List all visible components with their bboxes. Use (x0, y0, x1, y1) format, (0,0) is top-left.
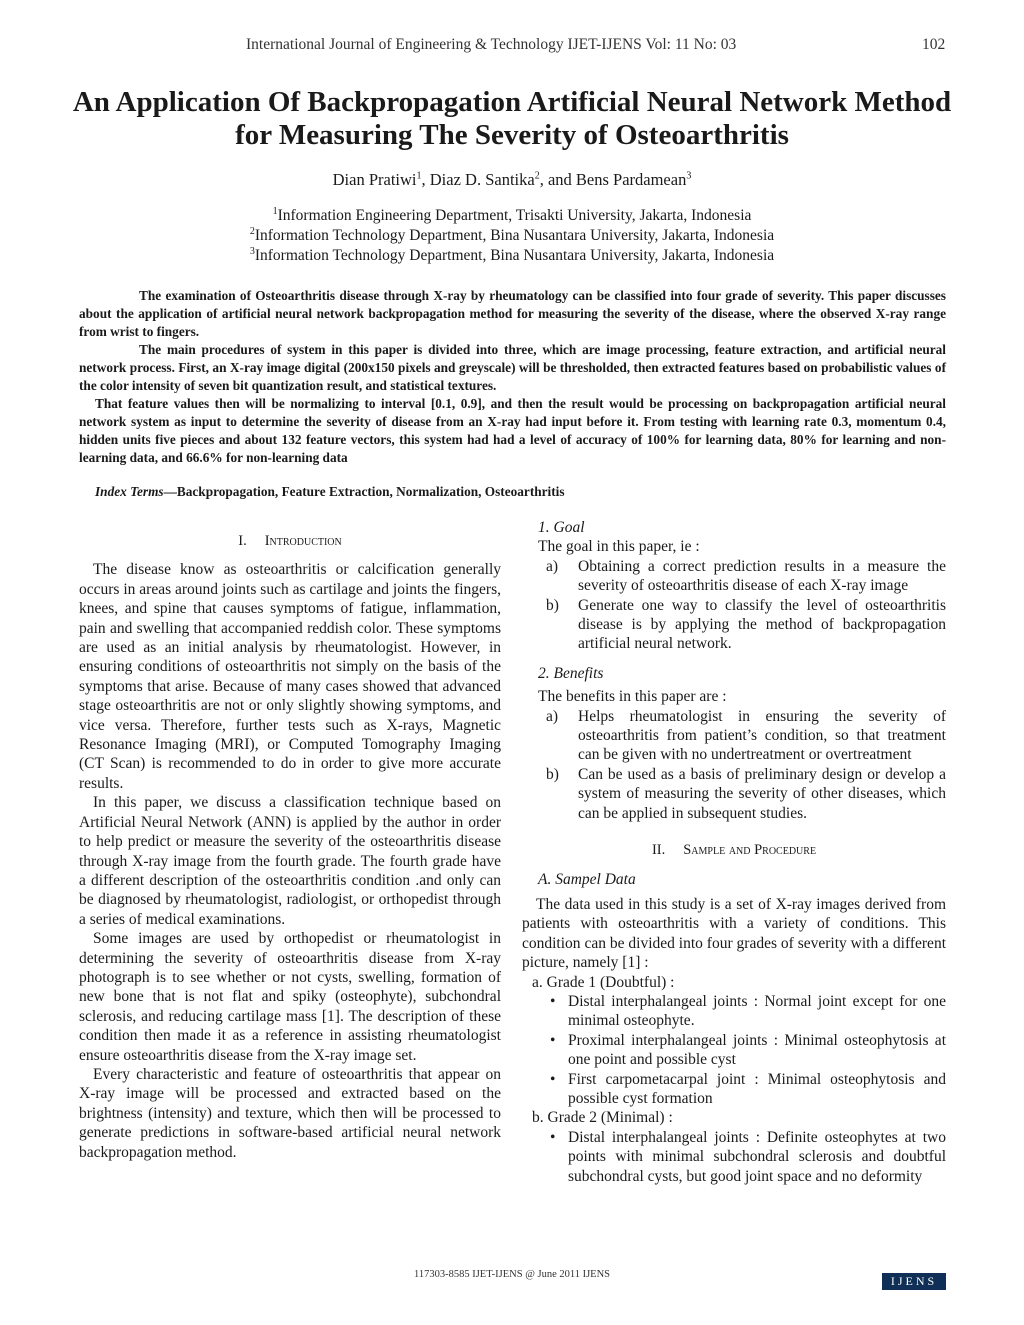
grade-1-label: a. Grade 1 (Doubtful) : (532, 973, 675, 991)
author-sup: 1 (416, 170, 422, 182)
bullet-icon: • (550, 1070, 556, 1088)
journal-title: International Journal of Engineering & Technology IJET-IJENS Vol: 11 No: 03 (246, 36, 737, 53)
index-terms (95, 484, 955, 500)
section-heading-introduction (79, 532, 501, 551)
affiliation-text: Information Technology Department, Bina Nusantara University, Jakarta, Indonesia (254, 227, 775, 244)
right-column (522, 518, 946, 1186)
list-item (538, 557, 946, 596)
grade-1-list (546, 992, 946, 1108)
affiliation-text: Information Technology Department, Bina Nusantara University, Jakarta, Indonesia (254, 247, 775, 264)
goal-heading: 1. Goal (538, 519, 585, 536)
list-item (538, 765, 946, 823)
bullet-icon: • (550, 1031, 556, 1049)
index-terms-dash: — (163, 484, 177, 499)
author-name: Diaz D. Santika (429, 170, 535, 189)
index-terms-text: Backpropagation, Feature Extraction, Normalization, Osteoarthritis (176, 484, 565, 499)
affiliation-sup: 3 (249, 245, 255, 257)
intro-paragraph-4: Every characteristic and feature of osteoarthritis that appear on X-ray image will be processed and extracted based on the brightness (intensity) and texture, which then will be processed to generate predictions in software-based artificial neural network backpropagation method. (79, 1065, 501, 1161)
sample-data-heading: A. Sampel Data (538, 870, 636, 888)
bullet-icon: • (550, 992, 556, 1010)
index-terms-label: Index Terms (95, 484, 164, 499)
benefits-intro: The benefits in this paper are : (538, 688, 727, 706)
list-text: Helps rheumatologist in ensuring the severity of osteoarthritis from patient’s condition, so that treatment can be given with no undertreatment or overtreatment (578, 707, 946, 764)
author-sep: , (421, 170, 430, 189)
intro-paragraph-2: In this paper, we discuss a classification technique based on Artificial Neural Network (ANN) is applied by the author in order to help predict or measure the severity of the osteoarthritis disease through X-ray image from the fourth grade. The fourth grade have a different description of the osteoarthritis condition .and only can be diagnosed by rheumatologist, radiologist, or orthopedist through a series of medical examinations. (79, 794, 501, 928)
author-list (0, 170, 1024, 190)
list-item (546, 1070, 946, 1109)
title-line-2: for Measuring The Severity of Osteoarthritis (235, 119, 789, 151)
paper-title (40, 86, 984, 152)
intro-paragraph-1: The disease know as osteoarthritis or calcification generally occurs in areas around joints such as cartilage and joints the fingers, knees, and spine that causes symptoms of fatigue, inflammation, pain and swelling that accompanied reddish color. These symptoms are used as an initial analysis by rheumatologist. However, in ensuring conditions of osteoarthritis not simply on the basis of the symptoms that arise. Because of many cases showed that advanced stage osteoarthritis are not or only slightly showing symptoms, and vice versa. Therefore, further tests such as X-rays, Magnetic Resonance Imaging (MRI), or Computed Tomography Imaging (CT Scan) is recommended to do in order to give more accurate results. (79, 561, 501, 792)
section-title: Sample and Procedure (683, 842, 817, 859)
benefits-heading: 2. Benefits (538, 664, 604, 682)
list-text: Proximal interphalangeal joints : Minimal osteophytosis at one point and possible cyst (568, 1031, 946, 1069)
author-sep: , and (539, 170, 576, 189)
left-column (79, 518, 501, 1162)
list-text: Generate one way to classify the level of osteoarthritis disease is by applying the method of backpropagation artificial neural network. (578, 596, 946, 653)
page-footer: 117303-8585 IJET-IJENS @ June 2011 IJENS (413, 1269, 611, 1280)
list-label: b) (546, 765, 559, 783)
list-text: First carpometacarpal joint : Minimal osteophytosis and possible cyst formation (568, 1070, 946, 1107)
list-text: Distal interphalangeal joints : Definite osteophytes at two points with minimal subchondral sclerosis and doubtful subchondral cysts, but good joint space and no deformity (568, 1128, 946, 1185)
section-number: II. (651, 842, 666, 859)
affiliation-line (0, 206, 1024, 226)
author-sup: 3 (686, 170, 692, 182)
intro-paragraph-3: Some images are used by orthopedist or rheumatologist in determining the severity of osteoarthritis disease from X-ray photograph is to see whether or not cysts, swelling, formation of new bone that is not flat and spiky (osteophyte), subchondral sclerosis, and reducing cartilage mass [1]. The description of these condition then made it as a reference in assisting rheumatologist ensure osteoarthritis disease from the X-ray image set. (79, 930, 501, 1064)
list-text: Obtaining a correct prediction results in a measure the severity of osteoarthritis disease of each X-ray image (578, 557, 946, 595)
list-item (546, 992, 946, 1031)
affiliation-text: Information Engineering Department, Trisakti University, Jakarta, Indonesia (277, 207, 752, 224)
abstract (79, 287, 946, 467)
sample-paragraph: The data used in this study is a set of X-ray images derived from patients with osteoarthritis with a variety of conditions. This condition can be divided into four grades of severity with a different picture, namely [1] : (522, 895, 946, 972)
list-item (546, 1031, 946, 1070)
list-label: a) (546, 707, 559, 725)
affiliations (0, 206, 1024, 266)
section-heading-sample (522, 841, 946, 860)
list-label: b) (546, 596, 559, 614)
affiliation-line (0, 226, 1024, 246)
page-number: 102 (922, 36, 946, 53)
list-label: a) (546, 557, 559, 575)
goal-intro: The goal in this paper, ie : (538, 538, 700, 556)
ijens-logo: IJENS (882, 1273, 946, 1290)
abstract-paragraph-3: That feature values then will be normalizing to interval [0.1, 0.9], and then the result would be processing on backpropagation artificial neural network system as input to determine the severity of disease from an X-ray had input before it. From testing with learning rate 0.3, momentum 0.4, hidden units five pieces and about 132 feature vectors, this system had had a level of accuracy of 100% for learning data, 80% for learning and non-learning data, and 66.6% for non-learning data (79, 396, 946, 465)
list-text: Distal interphalangeal joints : Normal joint except for one minimal osteophyte. (568, 992, 946, 1030)
affiliation-sup: 1 (272, 205, 278, 217)
author-name: Bens Pardamean (575, 170, 687, 189)
affiliation-sup: 2 (249, 225, 255, 237)
section-number: I. (238, 533, 247, 549)
bullet-icon: • (550, 1128, 556, 1146)
benefits-list (538, 707, 946, 823)
author-sup: 2 (534, 170, 540, 182)
section-title: Introduction (264, 533, 342, 549)
affiliation-line (0, 246, 1024, 266)
running-header (0, 36, 1024, 58)
author-name: Dian Pratiwi (332, 170, 417, 189)
list-item (538, 707, 946, 765)
abstract-paragraph-2: The main procedures of system in this paper is divided into three, which are image processing, feature extraction, and artificial neural network process. First, an X-ray image digital (200x150 pixels and greyscale) will be thresholded, then extracted features based on probabilistic values of the color intensity of seven bit quantization result, and statistical textures. (79, 342, 946, 393)
list-item (546, 1128, 946, 1186)
list-text: Can be used as a basis of preliminary design or develop a system of measuring the severity of other diseases, which can be applied in subsequent studies. (578, 765, 946, 822)
grade-2-label: b. Grade 2 (Minimal) : (532, 1109, 673, 1127)
abstract-paragraph-1: The examination of Osteoarthritis disease through X-ray by rheumatology can be classified into four grade of severity. This paper discusses about the application of artificial neural network backpropagation method for measuring the severity of the disease, where the observed X-ray range from wrist to fingers. (79, 288, 946, 339)
goal-list (538, 557, 946, 654)
list-item (538, 596, 946, 654)
grade-2-list (546, 1128, 946, 1186)
title-line-1: An Application Of Backpropagation Artificial Neural Network Method (72, 86, 952, 118)
